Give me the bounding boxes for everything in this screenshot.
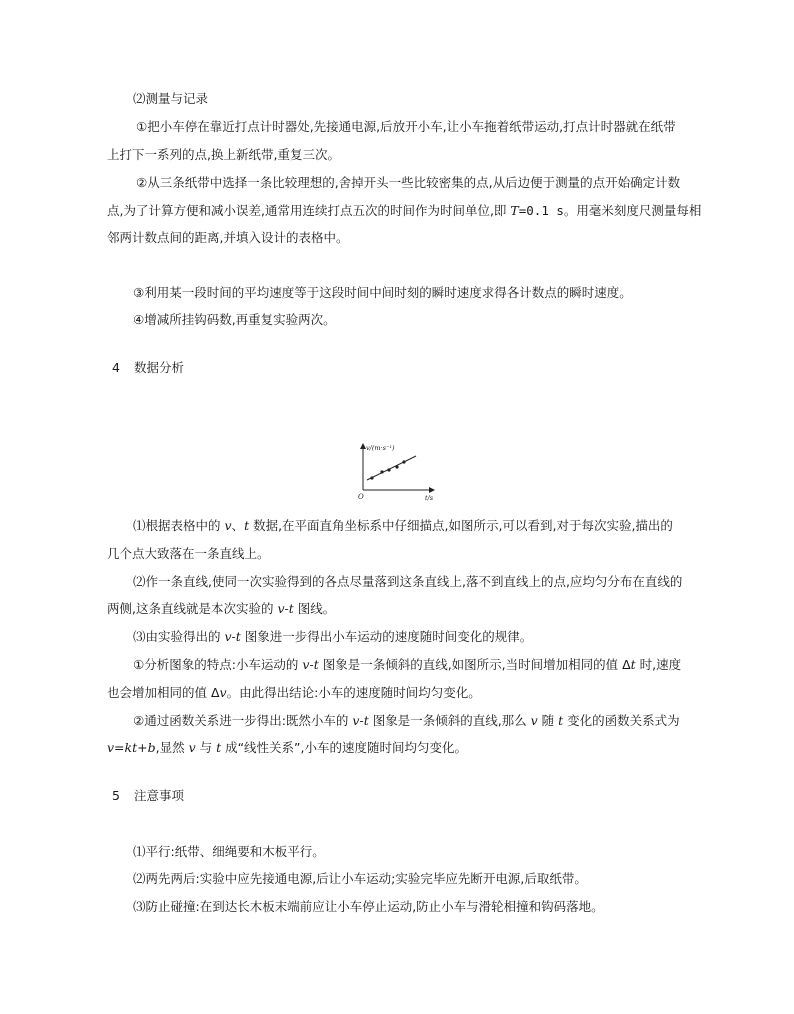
section-number: 4 [112,360,120,375]
symbol-v-t: v-t [302,657,319,672]
data-point [370,476,373,479]
analysis-3 [133,628,532,646]
data-point [387,468,390,471]
step-2-line-2 [107,202,701,220]
section-number: 5 [112,788,120,803]
fit-line [367,456,416,480]
text-span: 随 [537,713,559,728]
symbol-t: t [216,740,222,755]
section-title: 注意事项 [134,788,185,803]
symbol-v: v [530,713,538,728]
text-span: 两侧,这条直线就是本次实验的 [107,601,278,616]
text-span: 与 [195,740,217,755]
velocity-time-graph [352,442,442,504]
symbol-v-t: v-t [352,713,369,728]
step-1-line-1: ①把小车停在靠近打点计时器处,先接通电源,后放开小车,让小车拖着纸带运动,打点计时器就在纸带 [136,119,676,134]
symbol-v-t: v-t [277,601,294,616]
text-span: ⑶由实验得出的 [133,629,225,644]
text-span: 变化的函数关系式为 [563,713,680,728]
text-span: ①分析图象的特点:小车运动的 [133,657,303,672]
analysis-1-line-1 [133,517,673,535]
section-2-title: ⑵测量与记录 [133,91,209,106]
analysis-2-line-2 [107,600,335,618]
text-span: ⑴根据表格中的 [133,518,225,533]
text-span: 点,为了计算方便和减小误差,通常用连续打点五次的时间作为时间单位,即 [107,203,511,218]
text-span: ②通过函数关系进一步得出:既然小车的 [133,713,353,728]
symbol-t: t [558,713,564,728]
step-2-line-3: 邻两计数点间的距离,并填入设计的表格中。 [107,230,349,245]
step-1-line-2: 上打下一系列的点,换上新纸带,重复三次。 [107,147,340,162]
analysis-5-line-2 [107,739,467,757]
symbol-t: t [630,657,636,672]
text-span: 图象是一条倾斜的直线,那么 [368,713,531,728]
symbol-v: v [188,740,196,755]
section-5-heading [112,787,184,805]
step-3: ③利用某一段时间的平均速度等于这段时间中间时刻的瞬时速度求得各计数点的瞬时速度。 [133,285,632,300]
note-2: ⑵两先两后:实验中应先接通电源,后让小车运动;实验完毕应先断开电源,后取纸带。 [133,871,587,886]
text-span: 也会增加相同的值 Δ [107,685,220,700]
text-span: 图象是一条倾斜的直线,如图所示,当时间增加相同的值 Δ [318,657,631,672]
section-4-heading [112,359,184,377]
text-span: 时,速度 [635,657,682,672]
note-3: ⑶防止碰撞:在到达长木板末端前应让小车停止运动,防止小车与滑轮相撞和钩码落地。 [133,899,604,914]
origin-label: O [358,493,364,501]
note-1: ⑴平行:纸带、细绳要和木板平行。 [133,844,325,859]
symbol-v: v [219,685,227,700]
x-axis-label: t/s [425,494,434,502]
time-unit-value: =0.1 s [518,203,564,218]
text-span: 、 [231,518,245,533]
analysis-1-line-2: 几个点大致落在一条直线上。 [107,546,270,561]
step-4: ④增减所挂钩码数,再重复实验两次。 [133,312,336,327]
section-title: 数据分析 [134,360,185,375]
data-point [380,470,383,473]
data-point [402,460,405,463]
symbol-v: v [224,518,232,533]
text-span: 。由此得出结论:小车的速度随时间均匀变化。 [226,685,481,700]
text-span: 成“线性关系”,小车的速度随时间均匀变化。 [221,740,468,755]
analysis-5-line-1 [133,712,680,730]
analysis-4-line-1 [133,656,681,674]
linear-equation: v=kt+b [107,740,156,755]
analysis-4-line-2 [107,684,481,702]
data-point [395,465,398,468]
symbol-T: T [510,203,519,218]
symbol-t: t [244,518,250,533]
symbol-v-t: v-t [224,629,241,644]
step-2-line-1: ②从三条纸带中选择一条比较理想的,舍掉开头一些比较密集的点,从后边便于测量的点开始确定计数 [136,175,681,190]
text-span: 数据,在平面直角坐标系中仔细描点,如图所示,可以看到,对于每次实验,描出的 [249,518,673,533]
text-span: 图象进一步得出小车运动的速度随时间变化的规律。 [240,629,533,644]
y-axis-label: v/(m·s⁻¹) [366,444,395,452]
text-span: ,显然 [155,740,189,755]
text-span: 图线。 [293,601,336,616]
text-span: 。用毫米刻度尺测量每相 [563,203,702,218]
analysis-2-line-1: ⑵作一条直线,使同一次实验得到的各点尽量落到这条直线上,落不到直线上的点,应均匀分布在直线的 [133,574,683,589]
